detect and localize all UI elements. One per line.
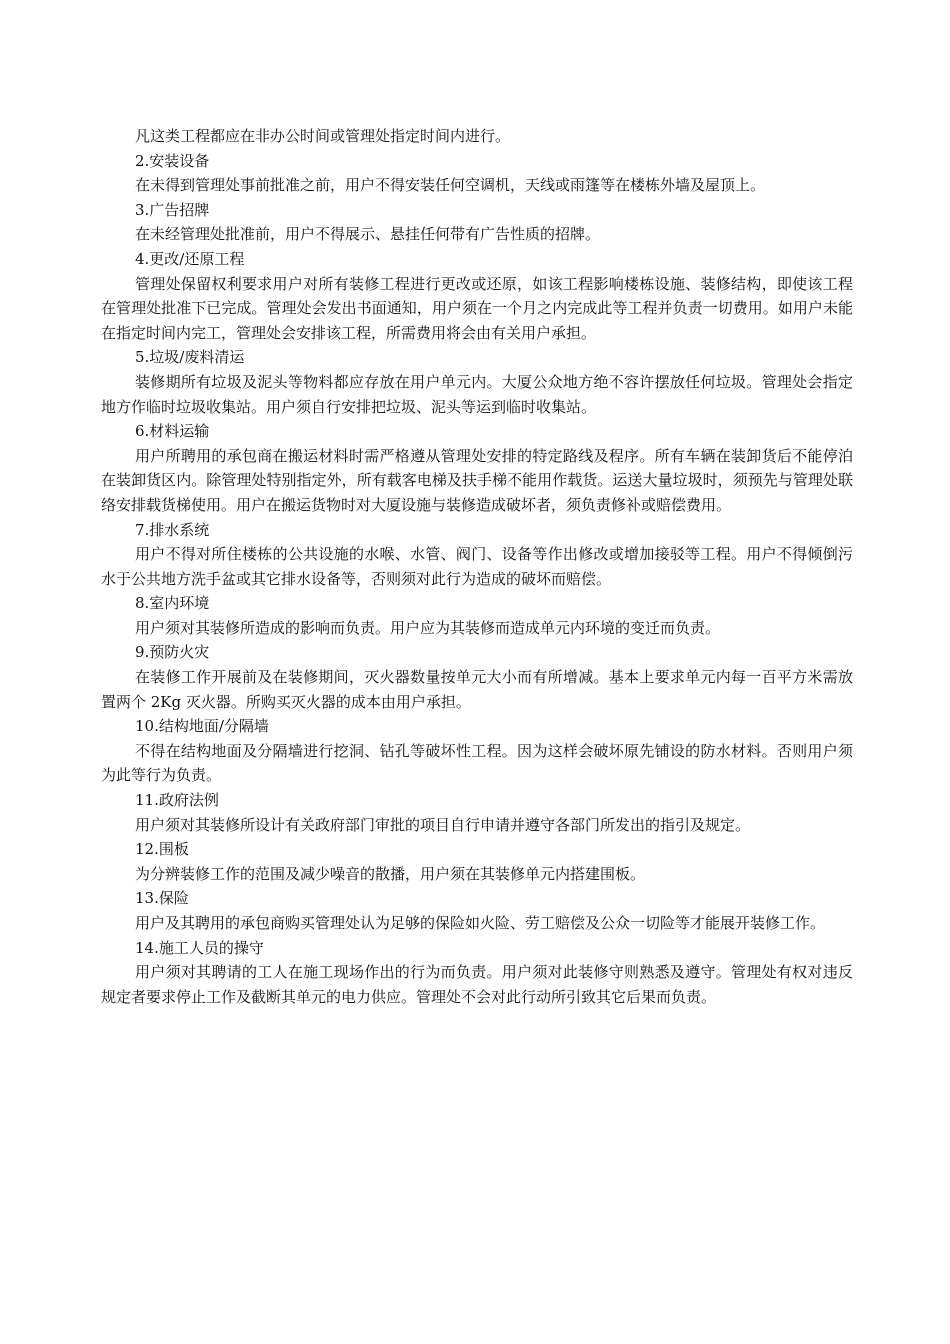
section-heading: 3.广告招牌 [135,200,210,219]
section-heading: 4.更改/还原工程 [135,249,245,268]
paragraph: 用户所聘用的承包商在搬运材料时需严格遵从管理处安排的特定路线及程序。所有车辆在装卸货后不能停泊在装卸货区内。除管理处特别指定外，所有载客电梯及扶手梯不能用作载货。运送大量垃圾时，须预先与管理处联络安排载货梯使用。用户在搬运货物时对大厦设施与装修造成破坏者，须负责修补或赔偿费用。 [101,446,853,514]
section-heading: 14.施工人员的操守 [135,938,264,957]
paragraph: 凡这类工程都应在非办公时间或管理处指定时间内进行。 [135,127,511,145]
paragraph: 用户须对其装修所设计有关政府部门审批的项目自行申请并遵守各部门所发出的指引及规定。 [135,815,751,834]
paragraph: 在未得到管理处事前批准之前，用户不得安装任何空调机，天线或雨篷等在楼栋外墙及屋顶上。 [135,176,766,195]
section-heading: 8.室内环境 [135,594,210,613]
paragraph: 装修期所有垃圾及泥头等物料都应存放在用户单元内。大厦公众地方绝不容许摆放任何垃圾。管理处会指定地方作临时垃圾收集站。用户须自行安排把垃圾、泥头等运到临时收集站。 [101,372,853,416]
section-heading: 12.围板 [135,840,189,859]
document-body [101,124,853,1009]
paragraph: 为分辨装修工作的范围及减少噪音的散播，用户须在其装修单元内搭建围板。 [135,864,646,883]
section-heading: 5.垃圾/废料清运 [135,348,245,367]
section-heading: 11.政府法例 [135,791,219,810]
section-heading: 6.材料运输 [135,422,210,441]
paragraph: 管理处保留权利要求用户对所有装修工程进行更改或还原，如该工程影响楼栋设施、装修结构，即使该工程在管理处批准下已完成。管理处会发出书面通知，用户须在一个月之内完成此等工程并负责一切费用。如用户未能在指定时间内完工，管理处会安排该工程，所需费用将会由有关用户承担。 [101,274,853,342]
paragraph: 在未经管理处批准前，用户不得展示、悬挂任何带有广告性质的招牌。 [135,225,601,244]
paragraph: 用户须对其聘请的工人在施工现场作出的行为而负责。用户须对此装修守则熟悉及遵守。管理处有权对违反规定者要求停止工作及截断其单元的电力供应。管理处不会对此行动所引致其它后果而负责。 [101,963,853,1006]
paragraph: 用户及其聘用的承包商购买管理处认为足够的保险如火险、劳工赔偿及公众一切险等才能展开装修工作。 [135,914,826,932]
section-heading: 9.预防火灾 [135,643,210,662]
paragraph: 用户须对其装修所造成的影响而负责。用户应为其装修而造成单元内环境的变迁而负责。 [135,618,721,637]
section-heading: 10.结构地面/分隔墙 [135,717,269,736]
paragraph: 在装修工作开展前及在装修期间，灭火器数量按单元大小而有所增减。基本上要求单元内每一百平方米需放置两个 2Kg 灭火器。所购买灭火器的成本由用户承担。 [101,668,853,711]
paragraph: 用户不得对所住楼栋的公共设施的水喉、水管、阀门、设备等作出修改或增加接驳等工程。用户不得倾倒污水于公共地方洗手盆或其它排水设备等，否则须对此行为造成的破坏而赔偿。 [101,545,853,588]
section-heading: 2.安装设备 [135,151,210,170]
section-heading: 13.保险 [135,889,189,908]
paragraph: 不得在结构地面及分隔墙进行挖洞、钻孔等破坏性工程。因为这样会破坏原先铺设的防水材料。否则用户须为此等行为负责。 [101,741,853,785]
section-heading: 7.排水系统 [135,520,210,539]
